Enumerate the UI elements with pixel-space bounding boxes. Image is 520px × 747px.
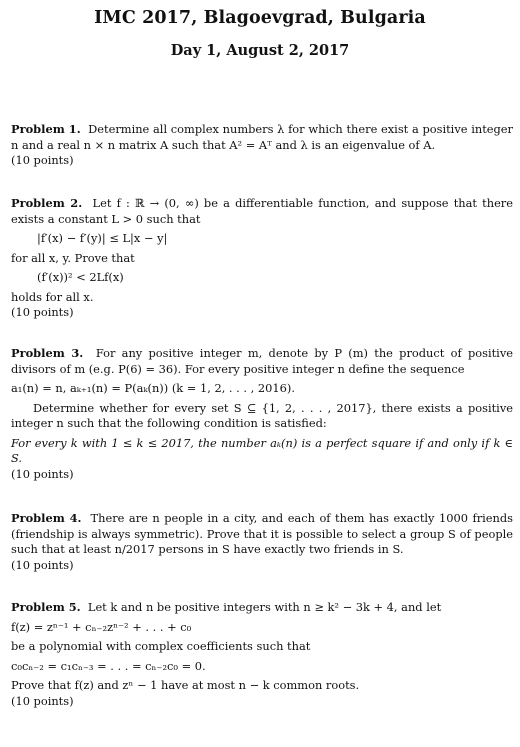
problem-4-points: (10 points) [11,557,74,572]
problem-3-label: Problem 3. [11,346,84,360]
page-subtitle: Day 1, August 2, 2017 [170,42,350,59]
problem-2-mid: for all x, y. Prove that [11,250,135,265]
problem-5-end: Prove that f(z) and zⁿ − 1 have at most n − k common roots. [11,678,360,692]
problem-4-text [11,511,513,558]
problem-4 [11,511,513,573]
problem-5-intro: Let k and n be positive integers with n ≥ k² − 3k + 4, and let [87,600,442,614]
problem-2-equation-2: (f′(x))² < 2Lf(x) [37,270,124,284]
problem-1-text [11,122,513,153]
problem-5-equation-1: f(z) = zⁿ⁻¹ + cₙ₋₂zⁿ⁻² + . . . + c₀ [11,619,192,634]
problem-2-intro-text [11,196,513,227]
problem-3-intro-text [11,346,513,377]
problem-2 [11,196,513,321]
problem-3-condition: For every k with 1 ≤ k ≤ 2017, the number aₖ(n) is a perfect square if and only if k ∈ S. [11,435,513,465]
problem-5-equation-2: c₀cₙ₋₂ = c₁cₙ₋₃ = . . . = cₙ₋₂c₀ = 0. [11,658,206,673]
problem-2-intro: Let f : ℝ → (0, ∞) be a differentiable function, and suppose that there exists a constant L > 0 such that [11,196,513,226]
page-title: IMC 2017, Blagoevgrad, Bulgaria [94,8,426,28]
problem-1-body: Determine all complex numbers λ for which there exist a positive integer n and a real n × n matrix A such that A² = Aᵀ and λ is an eigenvalue of A. [11,122,513,152]
problem-1-label: Problem 1. [11,122,81,136]
problem-5-intro-text [11,600,513,616]
problem-3-equation: a₁(n) = n, aₖ₊₁(n) = P(aₖ(n)) (k = 1, 2, . . . , 2016). [11,381,295,395]
problem-4-label: Problem 4. [11,511,82,525]
problem-3-points: (10 points) [11,466,74,481]
problem-1-points: (10 points) [11,153,74,167]
problem-5-mid: be a polynomial with complex coefficients such that [11,639,311,653]
problem-3 [11,346,513,482]
problem-2-label: Problem 2. [11,196,83,210]
problem-2-end: holds for all x. [11,289,94,304]
problem-1 [11,122,513,169]
problem-5-points: (10 points) [11,693,74,708]
problem-5 [11,600,513,709]
problem-3-mid: Determine whether for every set S ⊆ {1, 2, . . . , 2017}, there exists a positive integer n such that the following condition is satisfied: [11,400,513,430]
problem-2-points: (10 points) [11,305,74,319]
problem-4-body: There are n people in a city, and each of them has exactly 1000 friends (friendship is always symmetric). Prove that it is possible to select a group S of people such that at least n/2017 persons in S have exactly two friends in S. [11,511,513,556]
problem-5-label: Problem 5. [11,600,81,614]
problem-2-equation-1: |f′(x) − f′(y)| ≤ L|x − y| [37,231,168,245]
problem-3-intro: For any positive integer m, denote by P (m) the product of positive divisors of m (e.g. P(6) = 36). For every positive integer n define the sequence [11,346,513,376]
